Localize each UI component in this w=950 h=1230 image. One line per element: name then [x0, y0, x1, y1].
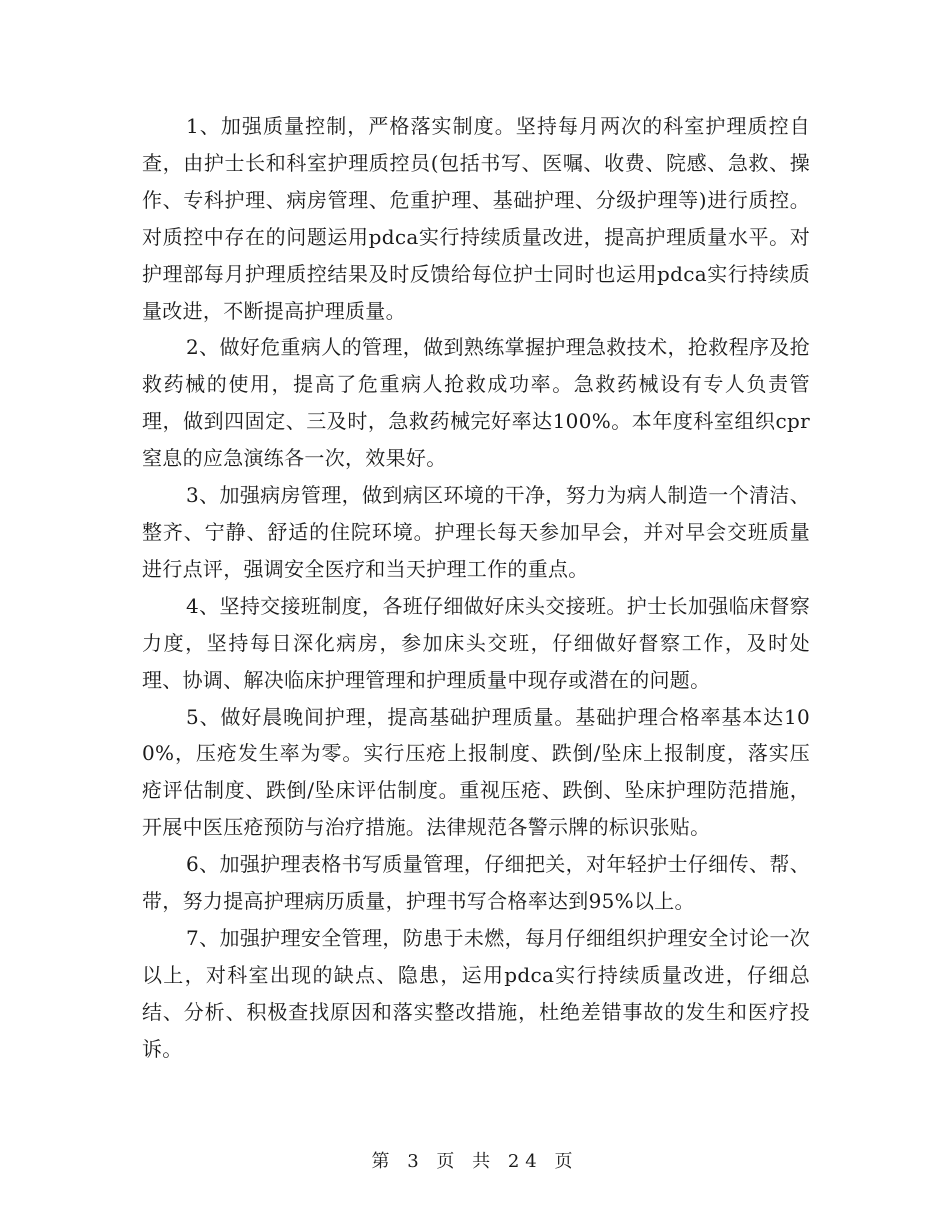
page-number-footer: 第 3 页 共 24 页 [371, 1151, 579, 1172]
paragraph-7: 7、加强护理安全管理，防患于未燃，每月仔细组织护理安全讨论一次以上，对科室出现的缺点、隐患，运用pdca实行持续质量改进，仔细总结、分析、积极查找原因和落实整改措施，杜绝差错事故的发生和医疗投诉。 [142, 925, 810, 1061]
paragraph-6: 6、加强护理表格书写质量管理，仔细把关，对年轻护士仔细传、帮、带，努力提高护理病历质量，护理书写合格率达到95%以上。 [142, 852, 810, 914]
paragraph-4: 4、坚持交接班制度，各班仔细做好床头交接班。护士长加强临床督察力度，坚持每日深化病房，参加床头交班，仔细做好督察工作，及时处理、协调、解决临床护理管理和护理质量中现存或潜在的问题。 [142, 593, 810, 692]
paragraph-2: 2、做好危重病人的管理，做到熟练掌握护理急救技术，抢救程序及抢救药械的使用，提高了危重病人抢救成功率。急救药械设有专人负责管理，做到四固定、三及时，急救药械完好率达100%。本年度科室组织cpr窒息的应急演练各一次，效果好。 [142, 335, 810, 471]
paragraph-1: 1、加强质量控制，严格落实制度。坚持每月两次的科室护理质控自查，由护士长和科室护理质控员(包括书写、医嘱、收费、院感、急救、操作、专科护理、病房管理、危重护理、基础护理、分级护理等)进行质控。对质控中存在的问题运用pdca实行持续质量改进，提高护理质量水平。对护理部每月护理质控结果及时反馈给每位护士同时也运用pdca实行持续质量改进，不断提高护理质量。 [142, 114, 810, 323]
document-body [142, 108, 810, 1068]
paragraph-5: 5、做好晨晚间护理，提高基础护理质量。基础护理合格率基本达100%，压疮发生率为零。实行压疮上报制度、跌倒/坠床上报制度，落实压疮评估制度、跌倒/坠床评估制度。重视压疮、跌倒、坠床护理防范措施，开展中医压疮预防与治疗措施。法律规范各警示牌的标识张贴。 [142, 704, 810, 840]
paragraph-3: 3、加强病房管理，做到病区环境的干净，努力为病人制造一个清洁、整齐、宁静、舒适的住院环境。护理长每天参加早会，并对早会交班质量进行点评，强调安全医疗和当天护理工作的重点。 [142, 483, 810, 581]
